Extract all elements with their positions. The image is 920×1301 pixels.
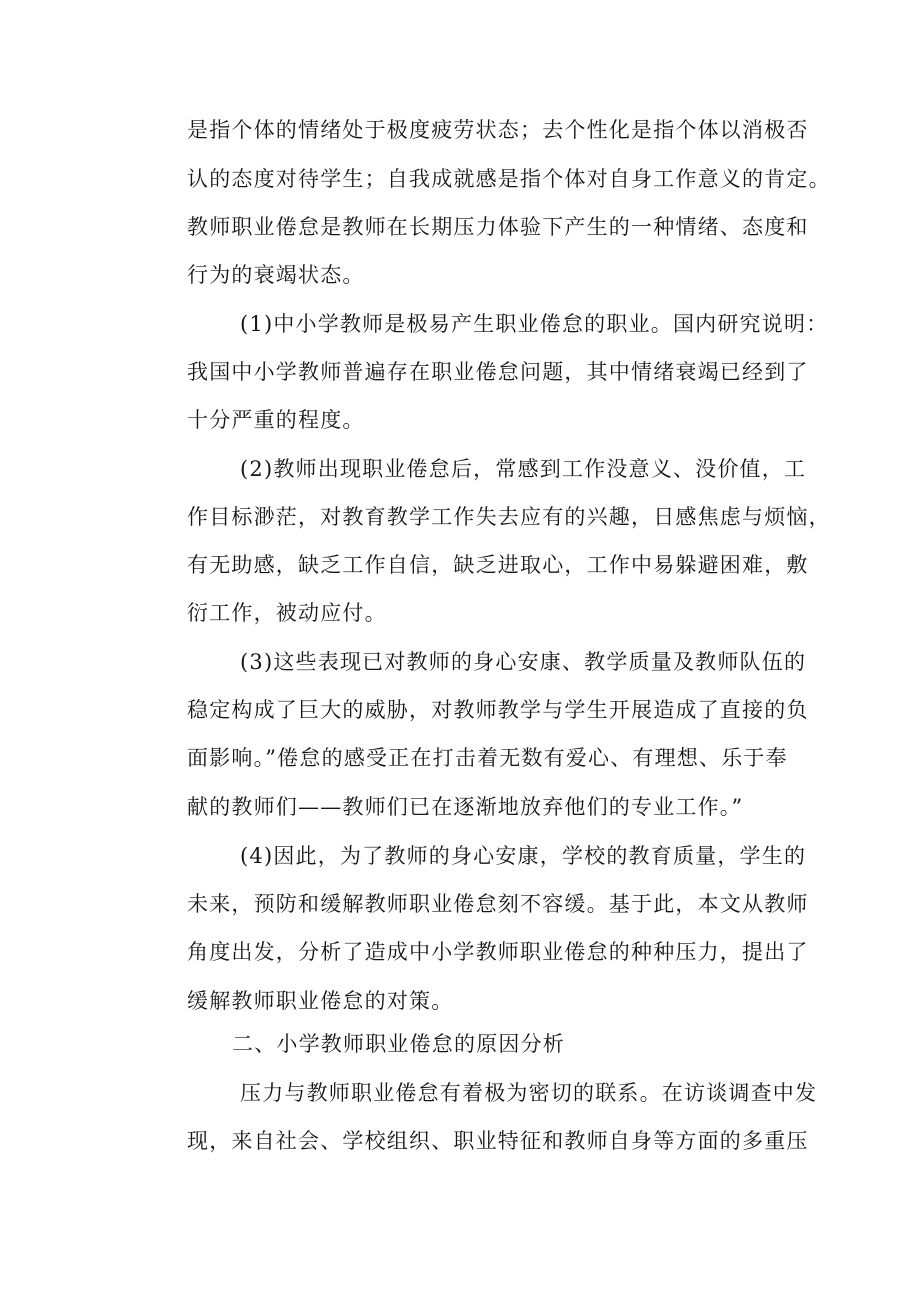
- paragraph-1-start: (1)中小学教师是极易产生职业倦怠的职业。国内研究说明：: [240, 312, 829, 336]
- text-line: 我国中小学教师普遍存在职业倦怠问题，其中情绪衰竭已经到了: [187, 360, 809, 384]
- text-line: 行为的衰竭状态。: [187, 263, 365, 287]
- text-line: 衍工作，被动应付。: [187, 601, 387, 625]
- text-line: 缓解教师职业倦怠的对策。: [187, 989, 454, 1013]
- text-line: 现，来自社会、学校组织、职业特征和教师自身等方面的多重压: [187, 1129, 809, 1153]
- paragraph-3-start: (3)这些表现已对教师的身心安康、教学质量及教师队伍的: [240, 650, 807, 674]
- text-line: 献的教师们——教师们已在逐渐地放弃他们的专业工作。”: [187, 795, 744, 819]
- paragraph-4-start: (4)因此，为了教师的身心安康，学校的教育质量，学生的: [240, 844, 807, 868]
- text-line: 稳定构成了巨大的威胁，对教师教学与学生开展造成了直接的负: [187, 698, 809, 722]
- text-line: 认的态度对待学生；自我成就感是指个体对自身工作意义的肯定。: [187, 167, 831, 191]
- section-heading: 二、小学教师职业倦怠的原因分析: [232, 1032, 565, 1056]
- text-line: 未来，预防和缓解教师职业倦怠刻不容缓。基于此，本文从教师: [187, 892, 809, 916]
- text-line: 是指个体的情绪处于极度疲劳状态；去个性化是指个体以消极否: [187, 118, 809, 142]
- text-line: 十分严重的程度。: [187, 408, 365, 432]
- text-line: 角度出发，分析了造成中小学教师职业倦怠的种种压力，提出了: [187, 940, 809, 964]
- text-line: 教师职业倦怠是教师在长期压力体验下产生的一种情绪、态度和: [187, 215, 809, 239]
- text-line: 有无助感，缺乏工作自信，缺乏进取心，工作中易躲避困难，敷: [187, 553, 809, 577]
- paragraph-2-start: (2)教师出现职业倦怠后，常感到工作没意义、没价值，工: [240, 457, 807, 481]
- text-line: 面影响。”倦怠的感受正在打击着无数有爱心、有理想、乐于奉: [187, 746, 788, 770]
- text-line: 作目标渺茫，对教育教学工作失去应有的兴趣，日感焦虑与烦恼，: [187, 505, 831, 529]
- paragraph-5-start: 压力与教师职业倦怠有着极为密切的联系。在访谈调查中发: [240, 1081, 818, 1105]
